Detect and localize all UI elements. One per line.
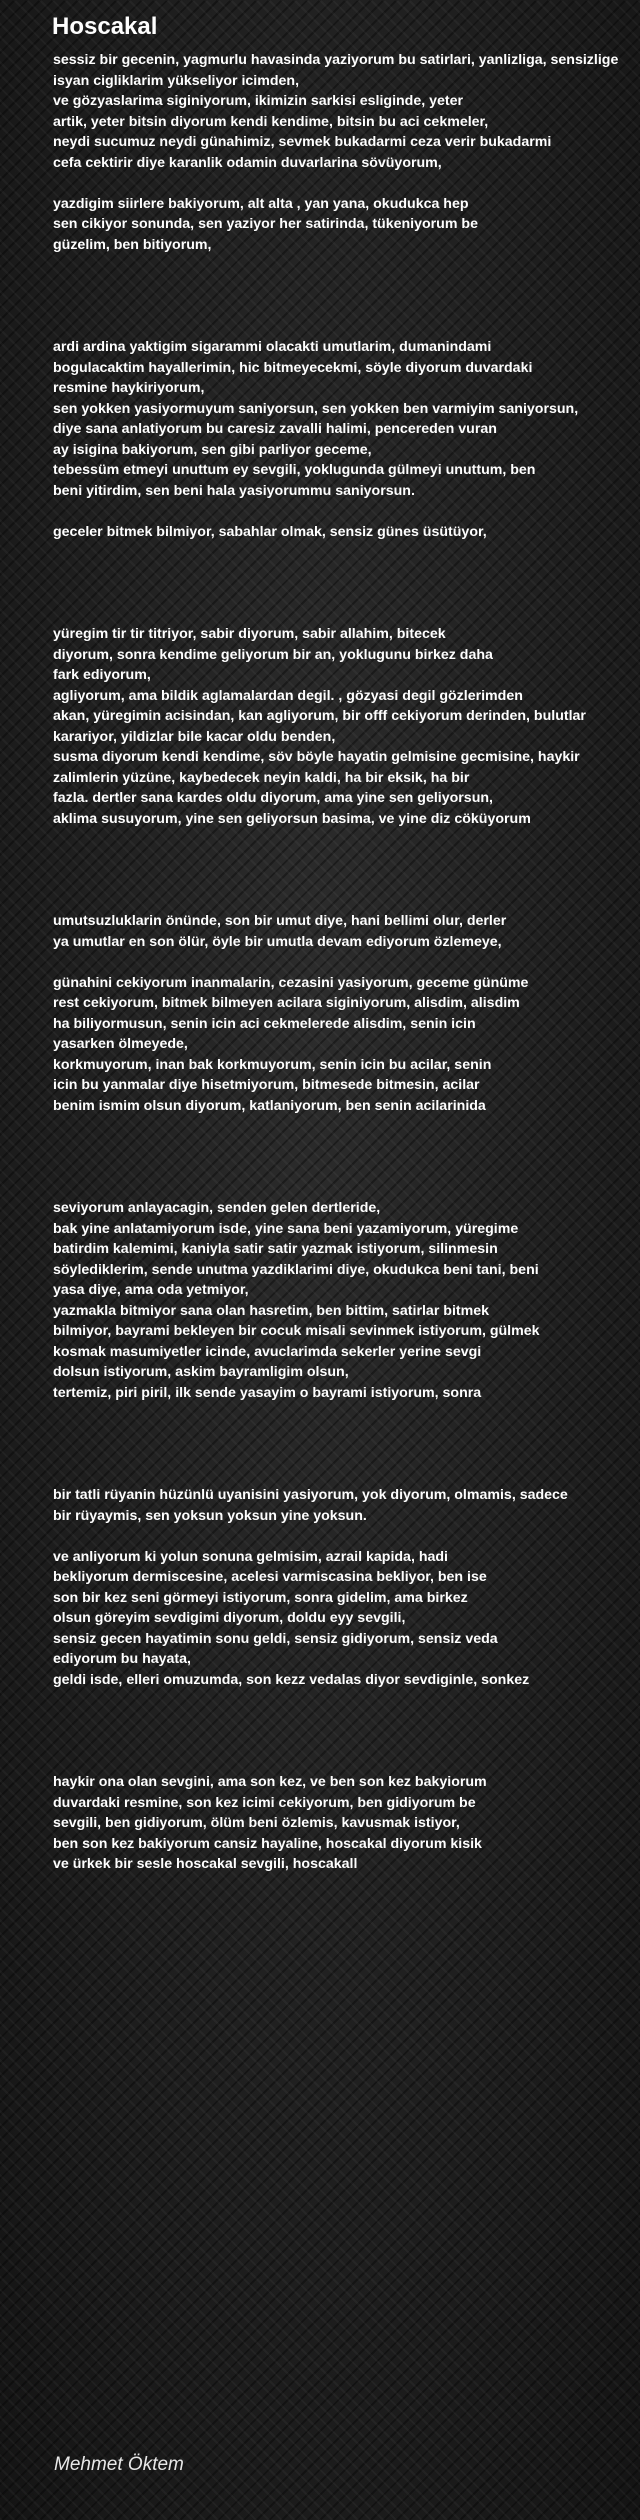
stanza-gap [53,501,640,522]
poem-line: ya umutlar en son ölür, öyle bir umutla devam ediyorum özlemeye, [53,933,502,950]
poem-line: güzelim, ben bitiyorum, [53,236,212,253]
poem-line: ay isigina bakiyorum, sen gibi parliyor geceme, [53,441,372,458]
poem-line: bilmiyor, bayrami bekleyen bir cocuk misali sevinmek istiyorum, gülmek [53,1323,540,1339]
poem-line: tebessüm etmeyi unuttum ey sevgili, yoklugunda gülmeyi unuttum, ben [53,462,536,478]
stanza-gap [53,1526,640,1547]
poem-line: son bir kez seni görmeyi istiyorum, sonra gidelim, ama birkez [53,1589,468,1606]
poem-line: rest cekiyorum, bitmek bilmeyen acilara siginiyorum, alisdim, alisdim [53,995,520,1011]
poem-stanza [53,624,640,829]
poem-line: ve gözyaslarima siginiyorum, ikimizin sarkisi esliginde, yeter [53,93,464,109]
poem-line: sensiz gecen hayatimin sonu geldi, sensiz gidiyorum, sensiz veda [53,1630,498,1647]
poem-line: karariyor, yildizlar bile kacar oldu benden, [53,728,336,745]
poem-line: bogulacaktim hayallerimin, hic bitmeyecekmi, söyle diyorum duvardaki [53,359,533,376]
poem-line: fark ediyorum, [53,667,151,683]
poem-line: bir tatli rüyanin hüzünlü uyanisini yasiyorum, yok diyorum, olmamis, sadece [53,1487,568,1503]
poem-line: neydi sucumuz neydi günahimiz, sevmek bukadarmi ceza verir bukadarmi [53,134,552,150]
poem-line: geceler bitmek bilmiyor, sabahlar olmak, sensiz günes üsütüyor, [53,523,487,540]
poem-line: ardi ardina yaktigim sigarammi olacakti umutlarim, dumanindami [53,339,492,355]
poem-stanza [53,1772,640,1875]
poem-line: benim ismim olsun diyorum, katlaniyorum, ben senin acilarinida [53,1097,486,1114]
poem-line: icin bu yanmalar diye hisetmiyorum, bitmesede bitmesin, acilar [53,1077,480,1093]
poem-line: bekliyorum dermiscesine, acelesi varmiscasina bekliyor, ben ise [53,1569,487,1585]
poem-line: haykir ona olan sevgini, ama son kez, ve ben son kez bakyiorum [53,1774,487,1790]
stanza-gap [53,1116,640,1198]
poem-stanza [53,1547,640,1691]
poem-stanza [53,50,640,173]
poem-title: Hoscakal [52,13,158,40]
poem-line: yüregim tir tir titriyor, sabir diyorum, sabir allahim, bitecek [53,626,446,642]
poem-stanza [53,522,640,543]
poem-line: batirdim kalemimi, kaniyla satir satir yazmak istiyorum, silinmesin [53,1241,498,1257]
poem-line: isyan cigliklarim yükseliyor icimden, [53,72,300,89]
poem-line: fazla. dertler sana kardes oldu diyorum, ama yine sen geliyorsun, [53,790,493,806]
poem-line: agliyorum, ama bildik aglamalardan degil. , gözyasi degil gözlerimden [53,687,523,704]
poem-line: yazdigim siirlere bakiyorum, alt alta , yan yana, okudukca hep [53,195,469,212]
stanza-gap [53,952,640,973]
poem-line: artik, yeter bitsin diyorum kendi kendime, bitsin bu aci cekmeler, [53,113,489,130]
poem-stanza [53,911,640,952]
poem-line: sevgili, ben gidiyorum, ölüm beni özlemis, kavusmak istiyor, [53,1815,460,1831]
poem-line: yazmakla bitmiyor sana olan hasretim, ben bittim, satirlar bitmek [53,1302,490,1319]
poem-line: seviyorum anlayacagin, senden gelen dertleride, [53,1200,381,1216]
poem-stanza [53,194,640,256]
poem-line: ha biliyormusun, senin icin aci cekmelerede alisdim, senin icin [53,1015,476,1032]
stanza-gap [53,1403,640,1485]
poem-line: susma diyorum kendi kendime, söv böyle hayatin gelmisine gecmisine, haykir [53,749,580,765]
poem-body [53,50,640,1875]
poem-line: bak yine anlatamiyorum isde, yine sana beni yazamiyorum, yüregime [53,1220,519,1237]
poem-line: günahini cekiyorum inanmalarin, cezasini yasiyorum, geceme günüme [53,974,529,991]
poem-line: ediyorum bu hayata, [53,1651,191,1667]
poem-line: resmine haykiriyorum, [53,380,205,396]
poem-line: geldi isde, elleri omuzumda, son kezz vedalas diyor sevdiginle, sonkez [53,1671,530,1688]
poem-line: sessiz bir gecenin, yagmurlu havasinda yaziyorum bu satirlari, yanlizliga, sensizlige [53,52,619,68]
poem-stanza [53,1485,640,1526]
stanza-gap [53,1690,640,1772]
stanza-gap [53,542,640,624]
stanza-gap [53,255,640,337]
poem-line: akan, yüregimin acisindan, kan agliyorum, bir offf cekiyorum derinden, bulutlar [53,708,586,724]
poem-line: diyorum, sonra kendime geliyorum bir an, yoklugunu birkez daha [53,646,493,663]
stanza-gap [53,829,640,911]
poem-stanza [53,1198,640,1403]
poem-line: yasarken ölmeyede, [53,1036,188,1052]
poem-line: diye sana anlatiyorum bu caresiz zavalli halimi, pencereden vuran [53,421,497,437]
poem-line: cefa cektirir diye karanlik odamin duvarlarina sövüyorum, [53,154,442,171]
poem-line: korkmuyorum, inan bak korkmuyorum, senin icin bu acilar, senin [53,1056,492,1073]
poem-line: dolsun istiyorum, askim bayramligim olsun, [53,1364,349,1380]
poem-line: aklima susuyorum, yine sen geliyorsun basima, ve yine diz cöküyorum [53,810,531,827]
poem-line: söylediklerim, sende unutma yazdiklarimi diye, okudukca beni tani, beni [53,1261,539,1278]
poem-line: kosmak masumiyetler icinde, avuclarimda sekerler yerine sevgi [53,1343,482,1360]
poem-line: ve anliyorum ki yolun sonuna gelmisim, azrail kapida, hadi [53,1548,448,1565]
poem-line: bir rüyaymis, sen yoksun yoksun yine yoksun. [53,1507,367,1524]
poem-line: beni yitirdim, sen beni hala yasiyorummu saniyorsun. [53,482,415,499]
poem-line: sen cikiyor sonunda, sen yaziyor her satirinda, tükeniyorum be [53,216,478,232]
poem-stanza [53,337,640,501]
poem-line: umutsuzluklarin önünde, son bir umut diye, hani bellimi olur, derler [53,913,507,929]
poem-author: Mehmet Öktem [54,2454,184,2475]
stanza-gap [53,173,640,194]
poem-line: olsun göreyim sevdigimi diyorum, doldu eyy sevgili, [53,1610,406,1626]
poem-line: ben son kez bakiyorum cansiz hayaline, hoscakal diyorum kisik [53,1835,482,1852]
poem-line: duvardaki resmine, son kez icimi cekiyorum, ben gidiyorum be [53,1794,476,1811]
poem-line: sen yokken yasiyormuyum saniyorsun, sen yokken ben varmiyim saniyorsun, [53,400,579,417]
poem-line: yasa diye, ama oda yetmiyor, [53,1282,249,1298]
poem-line: ve ürkek bir sesle hoscakal sevgili, hoscakall [53,1856,358,1872]
poem-line: zalimlerin yüzüne, kaybedecek neyin kaldi, ha bir eksik, ha bir [53,769,470,786]
poem-stanza [53,973,640,1117]
poem-line: tertemiz, piri piril, ilk sende yasayim o bayrami istiyorum, sonra [53,1384,482,1401]
